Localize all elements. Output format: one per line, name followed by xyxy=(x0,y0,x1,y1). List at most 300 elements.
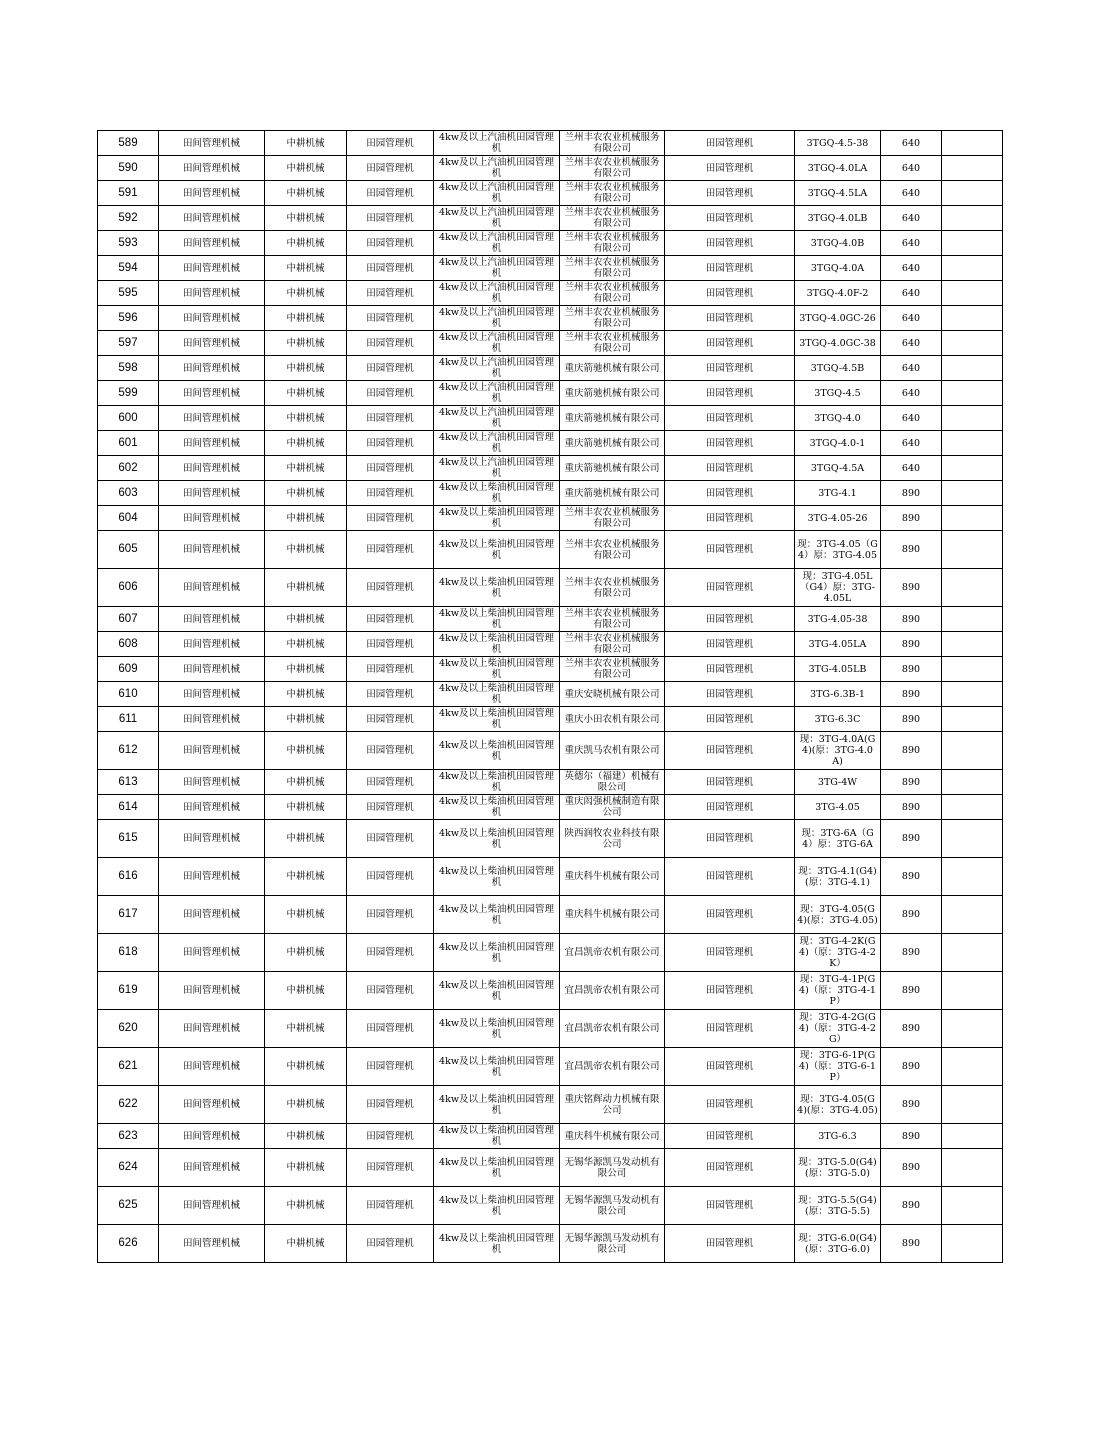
remark-cell xyxy=(942,256,1003,281)
item-cell: 田园管理机 xyxy=(347,181,434,206)
subsidy-amount-cell: 640 xyxy=(881,381,942,406)
grade-cell: 4kw及以上汽油机田园管理机 xyxy=(434,181,560,206)
serial-number-cell: 600 xyxy=(98,406,159,431)
remark-cell xyxy=(942,795,1003,820)
item-cell: 田园管理机 xyxy=(347,795,434,820)
model-cell: 现：3TG-5.5(G4)(原：3TG-5.5) xyxy=(795,1187,881,1225)
model-cell: 现：3TG-4.05(G4)(原：3TG-4.05) xyxy=(795,896,881,934)
remark-cell xyxy=(942,406,1003,431)
manufacturer-cell: 重庆箭驰机械有限公司 xyxy=(560,431,665,456)
remark-cell xyxy=(942,356,1003,381)
category-cell: 田间管理机械 xyxy=(159,481,265,506)
manufacturer-cell: 重庆箭驰机械有限公司 xyxy=(560,481,665,506)
product-name-cell: 田园管理机 xyxy=(665,707,795,732)
remark-cell xyxy=(942,506,1003,531)
category-cell: 田间管理机械 xyxy=(159,657,265,682)
item-cell: 田园管理机 xyxy=(347,206,434,231)
subcategory-cell: 中耕机械 xyxy=(265,156,347,181)
grade-cell: 4kw及以上柴油机田园管理机 xyxy=(434,569,560,607)
remark-cell xyxy=(942,156,1003,181)
grade-cell: 4kw及以上汽油机田园管理机 xyxy=(434,206,560,231)
serial-number-cell: 610 xyxy=(98,682,159,707)
category-cell: 田间管理机械 xyxy=(159,1225,265,1263)
product-name-cell: 田园管理机 xyxy=(665,381,795,406)
grade-cell: 4kw及以上汽油机田园管理机 xyxy=(434,381,560,406)
product-name-cell: 田园管理机 xyxy=(665,356,795,381)
serial-number-cell: 592 xyxy=(98,206,159,231)
manufacturer-cell: 宜昌凯帝农机有限公司 xyxy=(560,972,665,1010)
serial-number-cell: 590 xyxy=(98,156,159,181)
category-cell: 田间管理机械 xyxy=(159,281,265,306)
item-cell: 田园管理机 xyxy=(347,632,434,657)
grade-cell: 4kw及以上柴油机田园管理机 xyxy=(434,732,560,770)
serial-number-cell: 604 xyxy=(98,506,159,531)
manufacturer-cell: 兰州丰农农业机械服务有限公司 xyxy=(560,256,665,281)
table-row xyxy=(98,732,1003,770)
subcategory-cell: 中耕机械 xyxy=(265,657,347,682)
table-row xyxy=(98,1124,1003,1149)
item-cell: 田园管理机 xyxy=(347,858,434,896)
table-row xyxy=(98,256,1003,281)
item-cell: 田园管理机 xyxy=(347,506,434,531)
table-row xyxy=(98,682,1003,707)
product-name-cell: 田园管理机 xyxy=(665,770,795,795)
grade-cell: 4kw及以上汽油机田园管理机 xyxy=(434,431,560,456)
product-name-cell: 田园管理机 xyxy=(665,1149,795,1187)
model-cell: 3TGQ-4.0GC-26 xyxy=(795,306,881,331)
subcategory-cell: 中耕机械 xyxy=(265,281,347,306)
item-cell: 田园管理机 xyxy=(347,657,434,682)
remark-cell xyxy=(942,657,1003,682)
subsidy-amount-cell: 640 xyxy=(881,406,942,431)
category-cell: 田间管理机械 xyxy=(159,820,265,858)
category-cell: 田间管理机械 xyxy=(159,770,265,795)
manufacturer-cell: 兰州丰农农业机械服务有限公司 xyxy=(560,569,665,607)
serial-number-cell: 613 xyxy=(98,770,159,795)
product-name-cell: 田园管理机 xyxy=(665,1187,795,1225)
item-cell: 田园管理机 xyxy=(347,1086,434,1124)
remark-cell xyxy=(942,231,1003,256)
subcategory-cell: 中耕机械 xyxy=(265,306,347,331)
model-cell: 3TG-6.3B-1 xyxy=(795,682,881,707)
serial-number-cell: 621 xyxy=(98,1048,159,1086)
model-cell: 3TG-6.3 xyxy=(795,1124,881,1149)
serial-number-cell: 618 xyxy=(98,934,159,972)
product-name-cell: 田园管理机 xyxy=(665,406,795,431)
category-cell: 田间管理机械 xyxy=(159,531,265,569)
remark-cell xyxy=(942,1048,1003,1086)
table-row xyxy=(98,569,1003,607)
subsidy-amount-cell: 890 xyxy=(881,531,942,569)
subsidy-amount-cell: 890 xyxy=(881,506,942,531)
item-cell: 田园管理机 xyxy=(347,1010,434,1048)
table-row xyxy=(98,156,1003,181)
subcategory-cell: 中耕机械 xyxy=(265,820,347,858)
subsidy-amount-cell: 890 xyxy=(881,972,942,1010)
category-cell: 田间管理机械 xyxy=(159,306,265,331)
subsidy-amount-cell: 890 xyxy=(881,1149,942,1187)
remark-cell xyxy=(942,934,1003,972)
subcategory-cell: 中耕机械 xyxy=(265,131,347,156)
remark-cell xyxy=(942,632,1003,657)
category-cell: 田间管理机械 xyxy=(159,896,265,934)
model-cell: 现：3TG-4.05(G4)(原：3TG-4.05) xyxy=(795,1086,881,1124)
model-cell: 3TG-6.3C xyxy=(795,707,881,732)
category-cell: 田间管理机械 xyxy=(159,231,265,256)
model-cell: 3TGQ-4.0F-2 xyxy=(795,281,881,306)
product-name-cell: 田园管理机 xyxy=(665,632,795,657)
grade-cell: 4kw及以上柴油机田园管理机 xyxy=(434,1086,560,1124)
item-cell: 田园管理机 xyxy=(347,896,434,934)
item-cell: 田园管理机 xyxy=(347,1124,434,1149)
product-name-cell: 田园管理机 xyxy=(665,431,795,456)
model-cell: 3TGQ-4.5LA xyxy=(795,181,881,206)
subsidy-amount-cell: 890 xyxy=(881,607,942,632)
subcategory-cell: 中耕机械 xyxy=(265,206,347,231)
item-cell: 田园管理机 xyxy=(347,331,434,356)
item-cell: 田园管理机 xyxy=(347,770,434,795)
product-name-cell: 田园管理机 xyxy=(665,456,795,481)
subcategory-cell: 中耕机械 xyxy=(265,256,347,281)
table-row xyxy=(98,632,1003,657)
category-cell: 田间管理机械 xyxy=(159,607,265,632)
category-cell: 田间管理机械 xyxy=(159,381,265,406)
serial-number-cell: 609 xyxy=(98,657,159,682)
category-cell: 田间管理机械 xyxy=(159,858,265,896)
serial-number-cell: 607 xyxy=(98,607,159,632)
subsidy-amount-cell: 890 xyxy=(881,569,942,607)
item-cell: 田园管理机 xyxy=(347,1149,434,1187)
remark-cell xyxy=(942,1225,1003,1263)
model-cell: 3TGQ-4.5-38 xyxy=(795,131,881,156)
manufacturer-cell: 英德尔（福建）机械有限公司 xyxy=(560,770,665,795)
serial-number-cell: 623 xyxy=(98,1124,159,1149)
manufacturer-cell: 宜昌凯帝农机有限公司 xyxy=(560,1048,665,1086)
remark-cell xyxy=(942,820,1003,858)
model-cell: 3TGQ-4.0LB xyxy=(795,206,881,231)
model-cell: 3TGQ-4.0GC-38 xyxy=(795,331,881,356)
manufacturer-cell: 重庆科牛机械有限公司 xyxy=(560,1124,665,1149)
grade-cell: 4kw及以上汽油机田园管理机 xyxy=(434,456,560,481)
product-name-cell: 田园管理机 xyxy=(665,820,795,858)
manufacturer-cell: 兰州丰农农业机械服务有限公司 xyxy=(560,181,665,206)
subcategory-cell: 中耕机械 xyxy=(265,707,347,732)
remark-cell xyxy=(942,306,1003,331)
table-row xyxy=(98,206,1003,231)
item-cell: 田园管理机 xyxy=(347,682,434,707)
model-cell: 现：3TG-6A（G4）原：3TG-6A xyxy=(795,820,881,858)
manufacturer-cell: 兰州丰农农业机械服务有限公司 xyxy=(560,306,665,331)
model-cell: 3TG-4.05LA xyxy=(795,632,881,657)
subsidy-amount-cell: 890 xyxy=(881,707,942,732)
table-row xyxy=(98,181,1003,206)
table-body xyxy=(98,131,1003,1263)
item-cell: 田园管理机 xyxy=(347,607,434,632)
category-cell: 田间管理机械 xyxy=(159,1048,265,1086)
remark-cell xyxy=(942,1124,1003,1149)
remark-cell xyxy=(942,456,1003,481)
remark-cell xyxy=(942,481,1003,506)
model-cell: 现：3TG-4.0A(G4)(原：3TG-4.0A) xyxy=(795,732,881,770)
category-cell: 田间管理机械 xyxy=(159,795,265,820)
remark-cell xyxy=(942,896,1003,934)
item-cell: 田园管理机 xyxy=(347,934,434,972)
manufacturer-cell: 重庆箭驰机械有限公司 xyxy=(560,456,665,481)
subcategory-cell: 中耕机械 xyxy=(265,972,347,1010)
subsidy-amount-cell: 890 xyxy=(881,732,942,770)
grade-cell: 4kw及以上柴油机田园管理机 xyxy=(434,1048,560,1086)
product-name-cell: 田园管理机 xyxy=(665,206,795,231)
subcategory-cell: 中耕机械 xyxy=(265,456,347,481)
subcategory-cell: 中耕机械 xyxy=(265,1225,347,1263)
grade-cell: 4kw及以上柴油机田园管理机 xyxy=(434,934,560,972)
table-row xyxy=(98,531,1003,569)
subcategory-cell: 中耕机械 xyxy=(265,481,347,506)
subcategory-cell: 中耕机械 xyxy=(265,531,347,569)
product-name-cell: 田园管理机 xyxy=(665,795,795,820)
subsidy-amount-cell: 640 xyxy=(881,206,942,231)
manufacturer-cell: 兰州丰农农业机械服务有限公司 xyxy=(560,281,665,306)
subcategory-cell: 中耕机械 xyxy=(265,331,347,356)
remark-cell xyxy=(942,770,1003,795)
category-cell: 田间管理机械 xyxy=(159,406,265,431)
product-name-cell: 田园管理机 xyxy=(665,531,795,569)
table-row xyxy=(98,1225,1003,1263)
category-cell: 田间管理机械 xyxy=(159,1187,265,1225)
model-cell: 现：3TG-6-1P(G4)（原：3TG-6-1P） xyxy=(795,1048,881,1086)
grade-cell: 4kw及以上柴油机田园管理机 xyxy=(434,531,560,569)
subsidy-amount-cell: 640 xyxy=(881,306,942,331)
serial-number-cell: 594 xyxy=(98,256,159,281)
category-cell: 田间管理机械 xyxy=(159,331,265,356)
serial-number-cell: 617 xyxy=(98,896,159,934)
table-row xyxy=(98,1048,1003,1086)
table-row xyxy=(98,131,1003,156)
serial-number-cell: 625 xyxy=(98,1187,159,1225)
product-name-cell: 田园管理机 xyxy=(665,1124,795,1149)
item-cell: 田园管理机 xyxy=(347,1187,434,1225)
model-cell: 3TGQ-4.0A xyxy=(795,256,881,281)
item-cell: 田园管理机 xyxy=(347,156,434,181)
serial-number-cell: 599 xyxy=(98,381,159,406)
item-cell: 田园管理机 xyxy=(347,820,434,858)
item-cell: 田园管理机 xyxy=(347,231,434,256)
manufacturer-cell: 兰州丰农农业机械服务有限公司 xyxy=(560,657,665,682)
category-cell: 田间管理机械 xyxy=(159,181,265,206)
model-cell: 现：3TG-4.05L（G4）原：3TG-4.05L xyxy=(795,569,881,607)
category-cell: 田间管理机械 xyxy=(159,431,265,456)
model-cell: 3TG-4.05LB xyxy=(795,657,881,682)
subsidy-amount-cell: 890 xyxy=(881,1010,942,1048)
manufacturer-cell: 重庆科牛机械有限公司 xyxy=(560,896,665,934)
subcategory-cell: 中耕机械 xyxy=(265,1149,347,1187)
grade-cell: 4kw及以上柴油机田园管理机 xyxy=(434,972,560,1010)
subsidy-amount-cell: 890 xyxy=(881,632,942,657)
table-row xyxy=(98,972,1003,1010)
model-cell: 3TG-4.05-38 xyxy=(795,607,881,632)
grade-cell: 4kw及以上柴油机田园管理机 xyxy=(434,1225,560,1263)
category-cell: 田间管理机械 xyxy=(159,131,265,156)
grade-cell: 4kw及以上柴油机田园管理机 xyxy=(434,506,560,531)
subsidy-amount-cell: 890 xyxy=(881,1086,942,1124)
subsidy-amount-cell: 640 xyxy=(881,456,942,481)
subcategory-cell: 中耕机械 xyxy=(265,934,347,972)
model-cell: 3TGQ-4.5A xyxy=(795,456,881,481)
subcategory-cell: 中耕机械 xyxy=(265,356,347,381)
category-cell: 田间管理机械 xyxy=(159,707,265,732)
manufacturer-cell: 兰州丰农农业机械服务有限公司 xyxy=(560,632,665,657)
subsidy-amount-cell: 890 xyxy=(881,1048,942,1086)
table-row xyxy=(98,281,1003,306)
remark-cell xyxy=(942,707,1003,732)
model-cell: 3TGQ-4.5 xyxy=(795,381,881,406)
manufacturer-cell: 兰州丰农农业机械服务有限公司 xyxy=(560,506,665,531)
subcategory-cell: 中耕机械 xyxy=(265,896,347,934)
product-name-cell: 田园管理机 xyxy=(665,569,795,607)
serial-number-cell: 589 xyxy=(98,131,159,156)
serial-number-cell: 620 xyxy=(98,1010,159,1048)
remark-cell xyxy=(942,732,1003,770)
category-cell: 田间管理机械 xyxy=(159,1124,265,1149)
machinery-subsidy-table xyxy=(97,130,1003,1263)
subsidy-amount-cell: 890 xyxy=(881,770,942,795)
subcategory-cell: 中耕机械 xyxy=(265,406,347,431)
grade-cell: 4kw及以上柴油机田园管理机 xyxy=(434,820,560,858)
category-cell: 田间管理机械 xyxy=(159,632,265,657)
serial-number-cell: 591 xyxy=(98,181,159,206)
product-name-cell: 田园管理机 xyxy=(665,256,795,281)
item-cell: 田园管理机 xyxy=(347,281,434,306)
model-cell: 3TGQ-4.0LA xyxy=(795,156,881,181)
subcategory-cell: 中耕机械 xyxy=(265,1086,347,1124)
product-name-cell: 田园管理机 xyxy=(665,131,795,156)
table-row xyxy=(98,795,1003,820)
subsidy-amount-cell: 890 xyxy=(881,657,942,682)
subsidy-amount-cell: 890 xyxy=(881,682,942,707)
subcategory-cell: 中耕机械 xyxy=(265,181,347,206)
table-row xyxy=(98,481,1003,506)
serial-number-cell: 614 xyxy=(98,795,159,820)
table-row xyxy=(98,770,1003,795)
grade-cell: 4kw及以上柴油机田园管理机 xyxy=(434,682,560,707)
table-row xyxy=(98,231,1003,256)
grade-cell: 4kw及以上汽油机田园管理机 xyxy=(434,281,560,306)
product-name-cell: 田园管理机 xyxy=(665,331,795,356)
product-name-cell: 田园管理机 xyxy=(665,1048,795,1086)
model-cell: 3TG-4.05 xyxy=(795,795,881,820)
product-name-cell: 田园管理机 xyxy=(665,732,795,770)
table-row xyxy=(98,657,1003,682)
serial-number-cell: 612 xyxy=(98,732,159,770)
category-cell: 田间管理机械 xyxy=(159,934,265,972)
model-cell: 3TG-4.05-26 xyxy=(795,506,881,531)
category-cell: 田间管理机械 xyxy=(159,972,265,1010)
grade-cell: 4kw及以上汽油机田园管理机 xyxy=(434,356,560,381)
manufacturer-cell: 兰州丰农农业机械服务有限公司 xyxy=(560,607,665,632)
subcategory-cell: 中耕机械 xyxy=(265,732,347,770)
serial-number-cell: 622 xyxy=(98,1086,159,1124)
remark-cell xyxy=(942,531,1003,569)
model-cell: 3TGQ-4.0B xyxy=(795,231,881,256)
remark-cell xyxy=(942,131,1003,156)
remark-cell xyxy=(942,281,1003,306)
subcategory-cell: 中耕机械 xyxy=(265,770,347,795)
category-cell: 田间管理机械 xyxy=(159,1010,265,1048)
subsidy-amount-cell: 890 xyxy=(881,795,942,820)
product-name-cell: 田园管理机 xyxy=(665,972,795,1010)
category-cell: 田间管理机械 xyxy=(159,569,265,607)
item-cell: 田园管理机 xyxy=(347,481,434,506)
subcategory-cell: 中耕机械 xyxy=(265,1187,347,1225)
item-cell: 田园管理机 xyxy=(347,456,434,481)
subcategory-cell: 中耕机械 xyxy=(265,506,347,531)
subsidy-amount-cell: 640 xyxy=(881,331,942,356)
subcategory-cell: 中耕机械 xyxy=(265,632,347,657)
manufacturer-cell: 宜昌凯帝农机有限公司 xyxy=(560,1010,665,1048)
subcategory-cell: 中耕机械 xyxy=(265,607,347,632)
grade-cell: 4kw及以上汽油机田园管理机 xyxy=(434,306,560,331)
remark-cell xyxy=(942,858,1003,896)
category-cell: 田间管理机械 xyxy=(159,506,265,531)
subsidy-amount-cell: 890 xyxy=(881,1187,942,1225)
subsidy-amount-cell: 890 xyxy=(881,858,942,896)
item-cell: 田园管理机 xyxy=(347,256,434,281)
serial-number-cell: 619 xyxy=(98,972,159,1010)
remark-cell xyxy=(942,381,1003,406)
product-name-cell: 田园管理机 xyxy=(665,1010,795,1048)
grade-cell: 4kw及以上柴油机田园管理机 xyxy=(434,1124,560,1149)
manufacturer-cell: 兰州丰农农业机械服务有限公司 xyxy=(560,531,665,569)
table-row xyxy=(98,306,1003,331)
table-row xyxy=(98,707,1003,732)
grade-cell: 4kw及以上柴油机田园管理机 xyxy=(434,858,560,896)
grade-cell: 4kw及以上柴油机田园管理机 xyxy=(434,795,560,820)
table-row xyxy=(98,607,1003,632)
serial-number-cell: 611 xyxy=(98,707,159,732)
subsidy-amount-cell: 890 xyxy=(881,1124,942,1149)
manufacturer-cell: 无锡华源凯马发动机有限公司 xyxy=(560,1149,665,1187)
product-name-cell: 田园管理机 xyxy=(665,181,795,206)
item-cell: 田园管理机 xyxy=(347,569,434,607)
manufacturer-cell: 兰州丰农农业机械服务有限公司 xyxy=(560,231,665,256)
item-cell: 田园管理机 xyxy=(347,1048,434,1086)
product-name-cell: 田园管理机 xyxy=(665,896,795,934)
subsidy-amount-cell: 890 xyxy=(881,934,942,972)
item-cell: 田园管理机 xyxy=(347,707,434,732)
model-cell: 现：3TG-6.0(G4)(原：3TG-6.0) xyxy=(795,1225,881,1263)
serial-number-cell: 615 xyxy=(98,820,159,858)
item-cell: 田园管理机 xyxy=(347,356,434,381)
manufacturer-cell: 重庆科牛机械有限公司 xyxy=(560,858,665,896)
remark-cell xyxy=(942,1010,1003,1048)
subsidy-amount-cell: 640 xyxy=(881,181,942,206)
subcategory-cell: 中耕机械 xyxy=(265,431,347,456)
subsidy-amount-cell: 640 xyxy=(881,431,942,456)
product-name-cell: 田园管理机 xyxy=(665,481,795,506)
serial-number-cell: 624 xyxy=(98,1149,159,1187)
manufacturer-cell: 陕西润牧农业科技有限公司 xyxy=(560,820,665,858)
item-cell: 田园管理机 xyxy=(347,131,434,156)
table-row xyxy=(98,934,1003,972)
serial-number-cell: 595 xyxy=(98,281,159,306)
model-cell: 3TG-4W xyxy=(795,770,881,795)
table-row xyxy=(98,456,1003,481)
subcategory-cell: 中耕机械 xyxy=(265,569,347,607)
remark-cell xyxy=(942,1149,1003,1187)
subsidy-amount-cell: 890 xyxy=(881,1225,942,1263)
table-row xyxy=(98,896,1003,934)
grade-cell: 4kw及以上汽油机田园管理机 xyxy=(434,406,560,431)
